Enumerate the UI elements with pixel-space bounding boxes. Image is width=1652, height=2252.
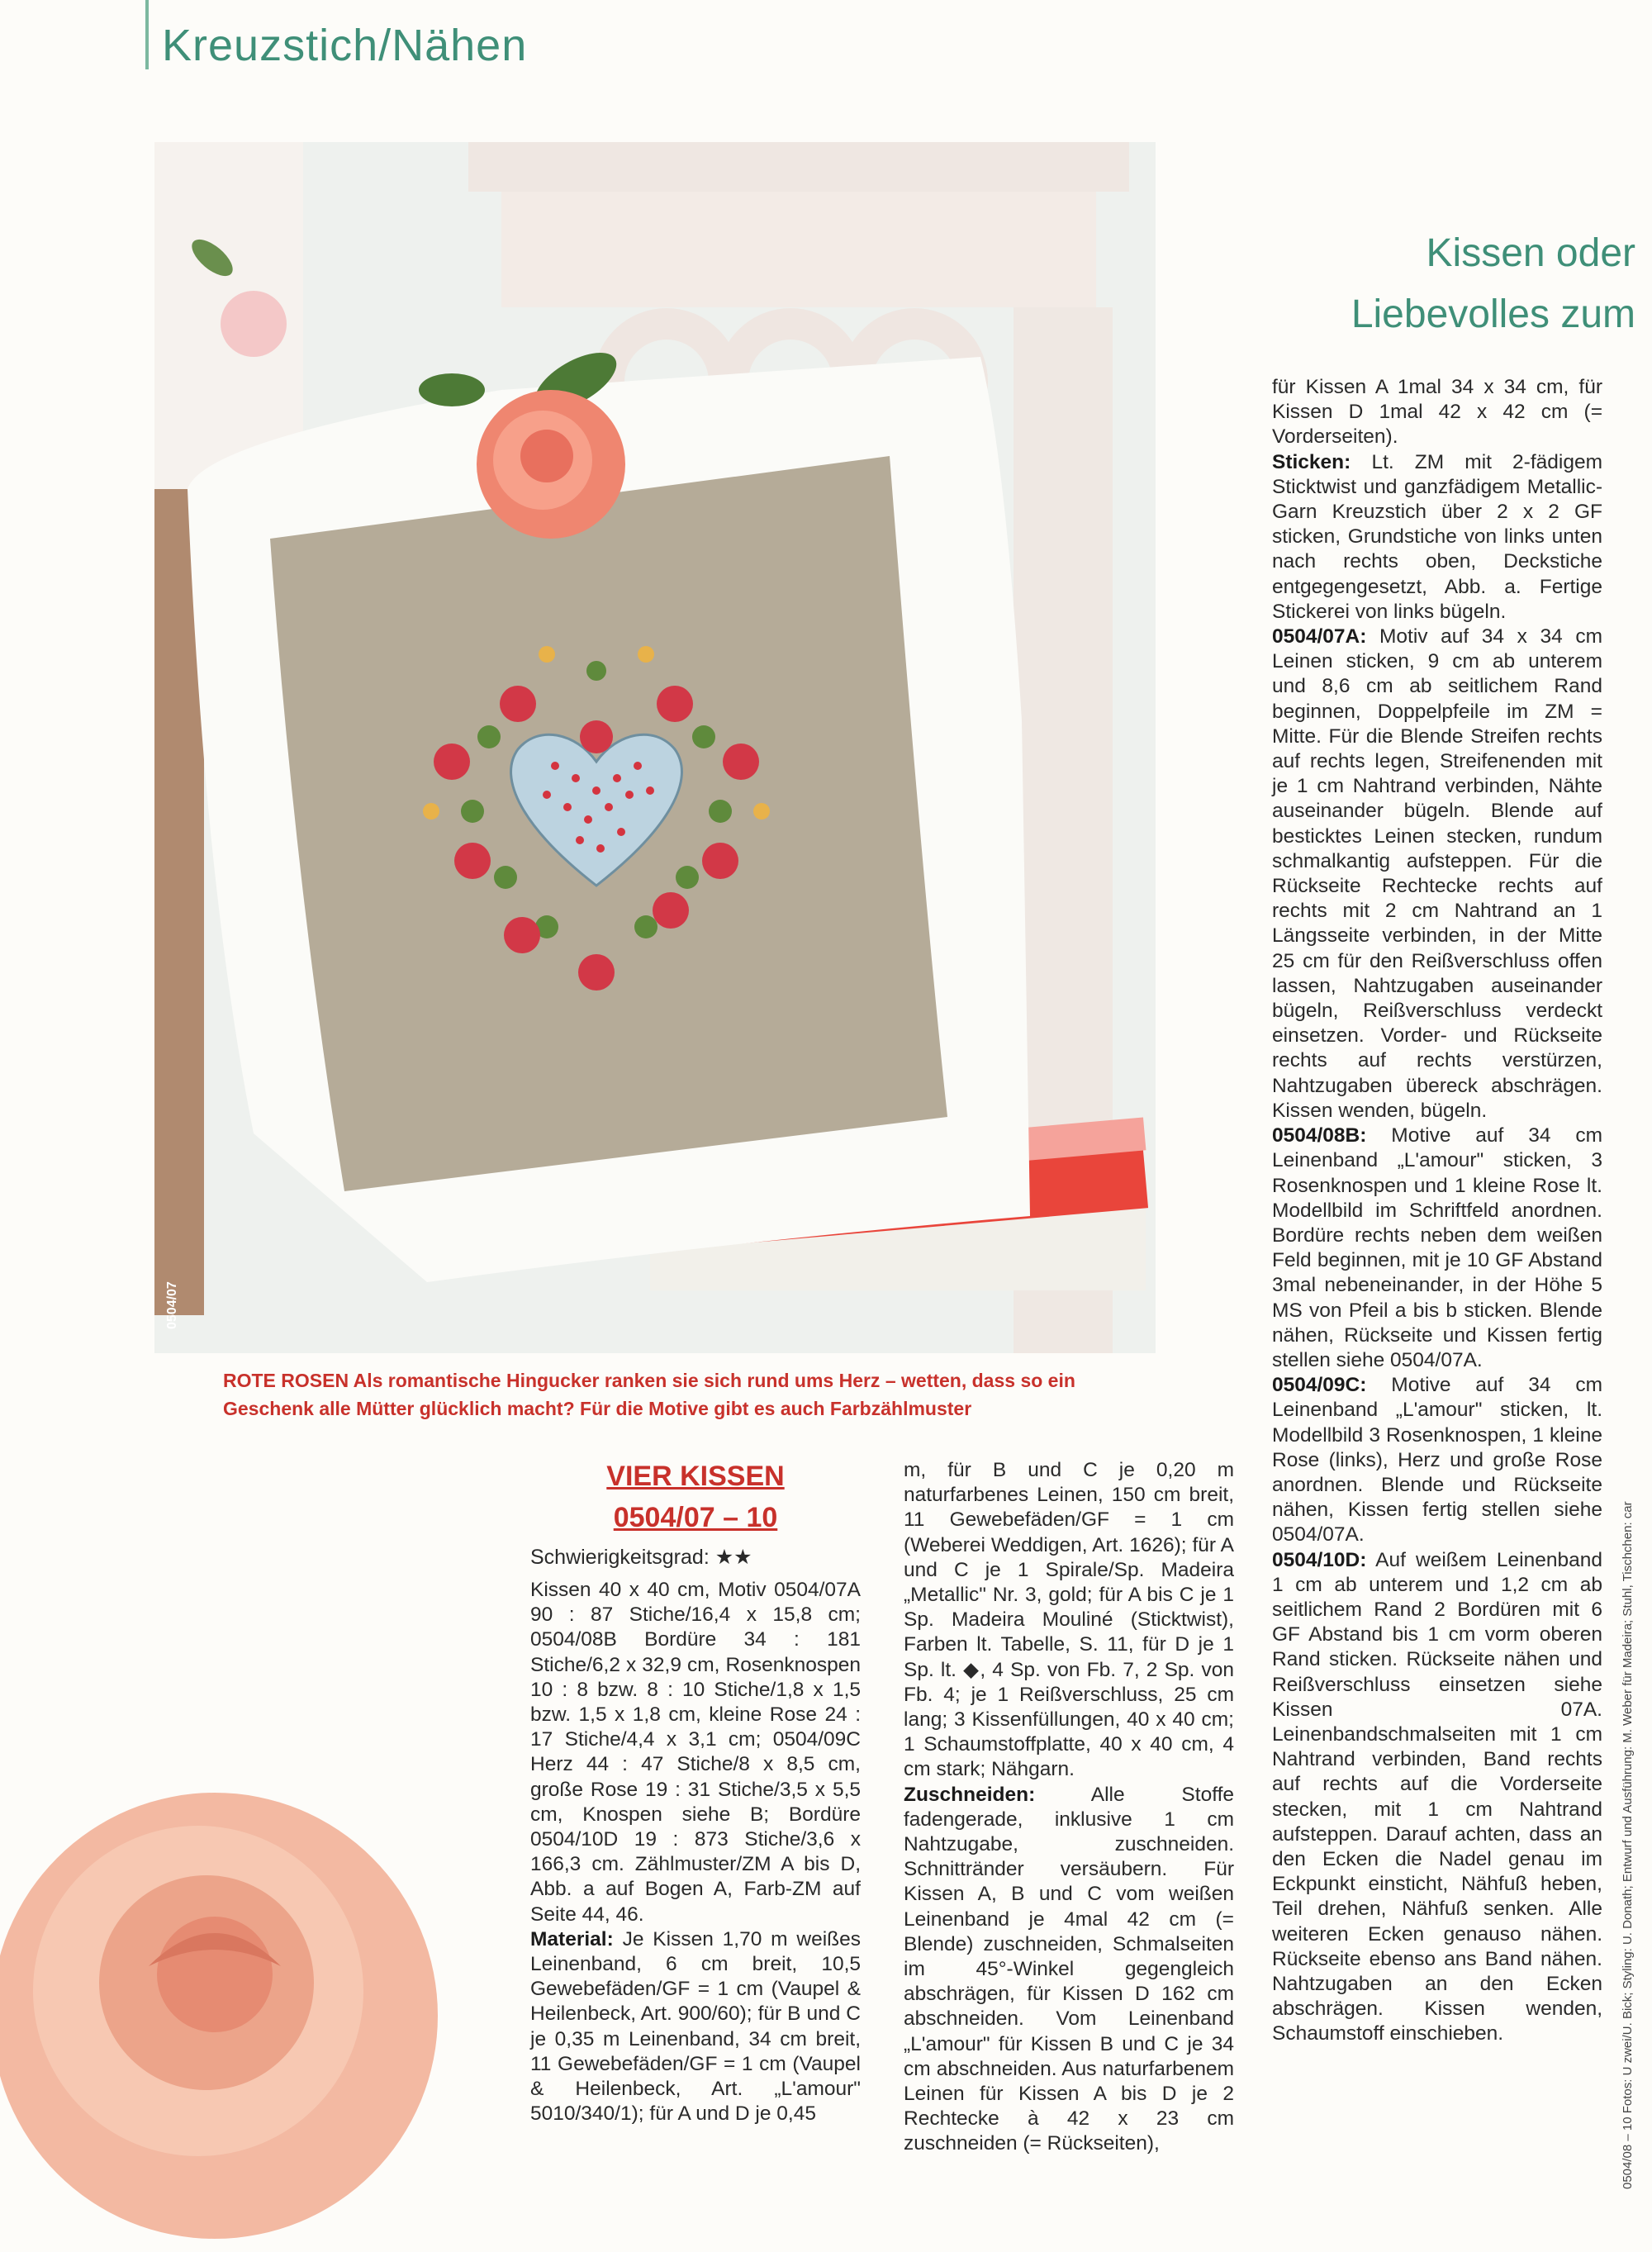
instruction-b-label: 0504/08B: [1272, 1124, 1367, 1147]
header-rule [145, 0, 149, 69]
rose-photo [0, 1718, 529, 2252]
material-text: Je Kissen 1,70 m weißes Leinenband, 6 cm breit, 10,5 Gewebefäden/GF = 1 cm (Vaupel & Heilenbeck, Art. 900/60); für B und C je 0,35 m Leinenband, 34 cm breit, 11 Gewebefäden/GF = 1 cm (Vaupel & Heilenbeck, Art. „L'amour" 5010/340/1); für A und D je 0,45 [530, 1927, 861, 2126]
pillow-illustration [154, 142, 1156, 1353]
cut-continued: für Kissen A 1mal 34 x 34 cm, für Kissen D 1mal 42 x 42 cm (= Vorderseiten). [1272, 376, 1602, 449]
pattern-number: 0504/07 – 10 [613, 1502, 778, 1533]
stick-label: Sticken: [1272, 450, 1351, 473]
material-label: Material: [530, 1927, 614, 1950]
rose-illustration [0, 1718, 529, 2252]
stick-text: Lt. ZM mit 2-fädigem Sticktwist und ganzfädigem Metallic-Garn Kreuzstich über 2 x 2 GF sticken, Grundstiche von links unten nach rechts oben, Deckstiche entgegengesetzt, Abb. a. Fertige Stickerei von links bügeln. [1272, 450, 1603, 623]
text-column-1 [530, 1578, 861, 2126]
instruction-a-text: Motiv auf 34 x 34 cm Leinen sticken, 9 cm ab unterem und 8,6 cm ab seitlichem Rand beginnen, Doppelpfeile im ZM = Mitte. Für die Blende Streifen rechts auf rechts legen, Streifenenden mit je 1 cm Nahtrand verbinden, Nähte auseinander bügeln. Blende auf besticktes Leinen stecken, rundum schmalkantig aufsteppen. Für die Rückseite Rechtecke rechts auf rechts mit 2 cm Nahtrand an 1 Längsseite verbinden, in der Mitte 25 cm für den Reißverschluss offen lassen, Nahtzugaben auseinander bügeln, Reißverschluss verdeckt einsetzen. Vorder- und Rückseite rechts auf rechts verstürzen, Nahtzugaben übereck abschrägen. Kissen wenden, bügeln. [1272, 625, 1602, 1122]
instruction-a-label: 0504/07A: [1272, 625, 1367, 649]
photo-caption [223, 1366, 1165, 1423]
text-column-2 [904, 1458, 1234, 2157]
text-column-3 [1272, 375, 1602, 2047]
photo-credits: 0504/08 – 10 Fotos: U zwei/U. Bick; Styling: U. Donath; Entwurf und Ausführung: M. Weber für Madeira; Stuhl, Tischchen: car [1621, 1501, 1635, 2189]
instruction-d-text: Auf weißem Leinenband 1 cm ab unterem und 1,2 cm ab seitlichem Rand 2 Bordüren mit 6 GF Abstand bis 1 cm vorm oberen Rand sticken. Rückseite nähen und Reißverschluss einsetzen siehe Kissen 07A. Leinenbandschmalseiten mit 1 cm Nahtrand verbinden, Band rechts auf rechts auf die Vorderseite stecken, mit 1 cm Nahtrand aufsteppen. Darauf achten, dass an den Ecken die Nadel genau im Eckpunkt einsticht, Nähfuß heben, Teil drehen, Nähfuß senken. Alle weiteren Ecken genauso nähen. Rückseite ebenso ans Band nähen. Nahtzugaben an den Ecken abschrägen. Kissen wenden, Schaumstoff einschieben. [1272, 1548, 1602, 2045]
caption-lead: ROTE ROSEN [223, 1370, 349, 1391]
pillow-photo [154, 142, 1156, 1353]
cut-label: Zuschneiden: [904, 1783, 1036, 1806]
instruction-b-text: Motive auf 34 cm Leinenband „L'amour" sticken, 3 Rosenknospen und 1 kleine Rose lt. Modellbild im Schriftfeld anordnen. Bordüre rechts neben dem weißen Feld beginnen, mit je 10 GF Abstand 3mal nebeneinander, in der Höhe 5 MS von Pfeil a bis b sticken. Blende nähen, Rückseite und Kissen fertig stellen siehe 0504/07A. [1272, 1124, 1602, 1371]
photo-code: 0504/07 [165, 1281, 179, 1329]
section-title: Kreuzstich/Nähen [162, 21, 528, 70]
instruction-c-label: 0504/09C: [1272, 1374, 1367, 1397]
measurements-paragraph: Kissen 40 x 40 cm, Motiv 0504/07A 90 : 87 Stiche/16,4 x 15,8 cm; 0504/08B Bordüre 34 : 181 Stiche/6,2 x 32,9 cm, Rosenknospen 10 : 8 bzw. 8 : 10 Stiche/1,8 x 1,5 bzw. 1,5 x 1,8 cm, kleine Rose 24 : 17 Stiche/4,4 x 3,1 cm; 0504/09C Herz 44 : 47 Stiche/8 x 8,5 cm, große Rose 19 : 31 Stiche/3,5 x 5,5 cm, Knospen siehe B; Bordüre 0504/10D 19 : 873 Stiche/3,6 x 166,3 cm. Zählmuster/ZM A bis D, Abb. a auf Bogen A, Farb-ZM auf Seite 44, 46. [530, 1579, 861, 1926]
caption-text: Als romantische Hingucker ranken sie sich rund ums Herz – wetten, dass so ein Geschenk alle Mütter glücklich macht? Für die Motive gibt es auch Farbzählmuster [223, 1370, 1075, 1419]
pattern-box-title [530, 1456, 861, 1538]
headline [1222, 223, 1635, 345]
instruction-d-label: 0504/10D: [1272, 1548, 1367, 1571]
instruction-c-text: Motive auf 34 cm Leinenband „L'amour" sticken, lt. Modellbild 3 Rosenknospen, 1 kleine Rose (links), Herz und große Rose anordnen. Blende und Rückseite nähen, Kissen fertig stellen siehe 0504/07A. [1272, 1374, 1602, 1546]
difficulty-rating: Schwierigkeitsgrad: ★★ [530, 1546, 752, 1569]
cut-text: Alle Stoffe fadengerade, inklusive 1 cm Nahtzugabe, zuschneiden. Schnittränder versäubern. Für Kissen A, B und C vom weißen Leinenband je 4mal 42 cm (= Blende) zuschneiden, Schmalseiten im 45°-Winkel gegengleich abschrägen, für Kissen D 162 cm abschneiden. Vom Leinenband „L'amour" für Kissen B und C je 34 cm abschneiden. Aus naturfarbenem Leinen für Kissen A bis D je 2 Rechtecke à 42 x 23 cm zuschneiden (= Rückseiten), [904, 1783, 1234, 2155]
headline-line1: Kissen oder [1426, 231, 1635, 275]
material-continued: m, für B und C je 0,20 m naturfarbenes Leinen, 150 cm breit, 11 Gewebefäden/GF = 1 cm (Weberei Weddigen, Art. 1626); für A und C je 1 Spirale/Sp. Madeira „Metallic" Nr. 3, gold; für A bis C je 1 Sp. Madeira Mouliné (Sticktwist), Farben lt. Tabelle, S. 11, für D je 1 Sp. lt. ◆, 4 Sp. von Fb. 7, 2 Sp. von Fb. 4; je 1 Reißverschluss, 25 cm lang; 3 Kissenfüllungen, 40 x 40 cm; 1 Schaumstoffplatte, 40 x 40 cm, 4 cm stark; Nähgarn. [904, 1459, 1234, 1781]
headline-line2: Liebevolles zum [1351, 292, 1635, 336]
pattern-title: VIER KISSEN [606, 1461, 785, 1492]
